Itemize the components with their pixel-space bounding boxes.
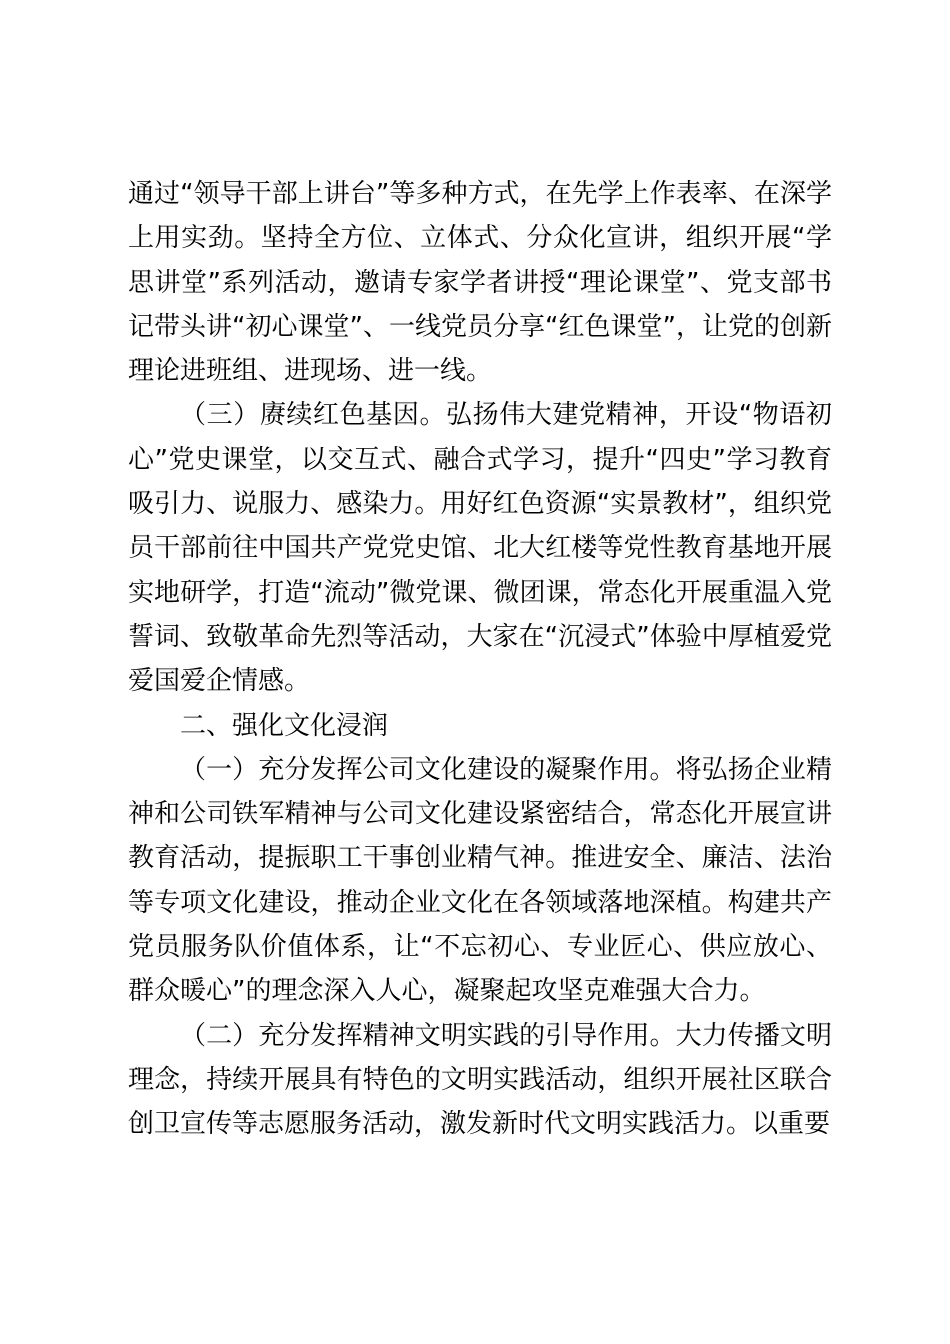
document-body	[128, 172, 832, 1147]
paragraph-section-1-corporate-culture: （一）充分发挥公司文化建设的凝聚作用。将弘扬企业精神和公司铁军精神与公司文化建设紧密结合，常态化开展宣讲教育活动，提振职工干事创业精气神。推进安全、廉洁、法治等专项文化建设，推动企业文化在各领域落地深植。构建共产党员服务队价值体系，让“不忘初心、专业匠心、供应放心、群众暖心”的理念深入人心，凝聚起攻坚克难强大合力。	[128, 754, 832, 1007]
section-heading-culture: 二、强化文化浸润	[180, 710, 389, 741]
paragraph-continuation: 通过“领导干部上讲台”等多种方式，在先学上作表率、在深学上用实劲。坚持全方位、立体式、分众化宣讲，组织开展“学思讲堂”系列活动，邀请专家学者讲授“理论课堂”、党支部书记带头讲“初心课堂”、一线党员分享“红色课堂”，让党的创新理论进班组、进现场、进一线。	[128, 179, 832, 387]
paragraph-section-2-civilization-practice: （二）充分发挥精神文明实践的引导作用。大力传播文明理念，持续开展具有特色的文明实践活动，组织开展社区联合创卫宣传等志愿服务活动，激发新时代文明实践活力。以重要	[128, 1020, 832, 1140]
paragraph-section-3-red-gene: （三）赓续红色基因。弘扬伟大建党精神，开设“物语初心”党史课堂，以交互式、融合式学习，提升“四史”学习教育吸引力、说服力、感染力。用好红色资源“实景教材”，组织党员干部前往中国共产党党史馆、北大红楼等党性教育基地开展实地研学，打造“流动”微党课、微团课，常态化开展重温入党誓词、致敬革命先烈等活动，大家在“沉浸式”体验中厚植爱党爱国爱企情感。	[128, 400, 832, 697]
